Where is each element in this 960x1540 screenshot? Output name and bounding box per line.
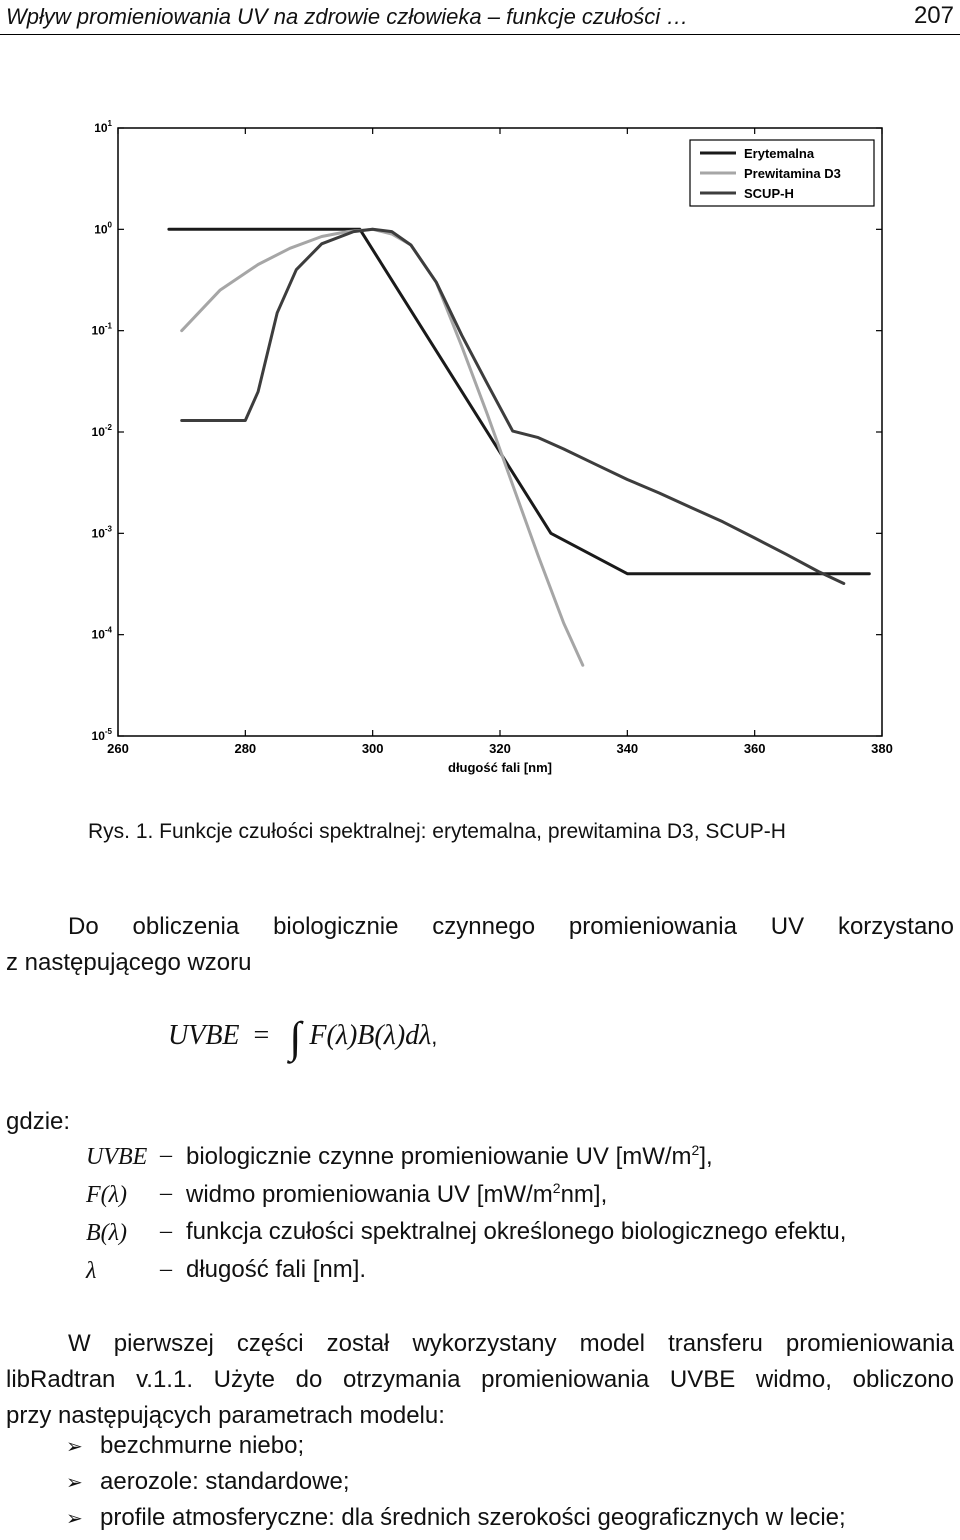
paragraph-intro xyxy=(6,909,954,981)
y-tick-label: $10^0$ xyxy=(94,220,112,237)
definition-dash: – xyxy=(160,1218,172,1244)
paragraph-model-line1: W pierwszej części został wykorzystany model transferu promieniowania xyxy=(68,1330,954,1357)
y-tick-label: $10^{-1}$ xyxy=(91,321,112,338)
definition-symbol: UVBE xyxy=(86,1144,148,1170)
x-axis-label: długość fali [nm] xyxy=(448,760,552,775)
running-header-title: Wpływ promieniowania UV na zdrowie człowieka – funkcje czułości … xyxy=(6,4,689,29)
definition-text: widmo promieniowania UV $[mW/m^2nm]$, xyxy=(186,1180,608,1208)
paragraph-intro-line2: z następującego wzoru xyxy=(6,949,252,976)
uvbe-formula xyxy=(168,1012,437,1063)
series-line-1 xyxy=(182,229,583,665)
y-tick-label: $10^1$ xyxy=(94,119,112,135)
definition-dash: – xyxy=(160,1180,172,1206)
formula-comma: , xyxy=(431,1024,438,1049)
arrow-bullet-icon: ➢ xyxy=(66,1508,83,1530)
y-tick-label: $10^{-4}$ xyxy=(91,625,112,642)
page-number: 207 xyxy=(913,2,954,29)
formula-lhs: UVBE xyxy=(168,1020,240,1051)
x-tick-label: 340 xyxy=(616,741,639,756)
formula-equals: = xyxy=(253,1020,270,1051)
spectral-sensitivity-chart xyxy=(0,100,960,790)
series-line-0 xyxy=(169,229,869,573)
definition-text: funkcja czułości spektralnej określonego biologicznego efektu, xyxy=(186,1218,847,1245)
definition-symbol: λ xyxy=(86,1258,97,1284)
paragraph-model xyxy=(6,1326,954,1434)
legend-label: Erytemalna xyxy=(744,146,815,161)
list-item: ➢ profile atmosferyczne: dla średnich szerokości geograficznych w lecie; xyxy=(66,1504,846,1531)
arrow-bullet-icon: ➢ xyxy=(66,1436,83,1458)
x-tick-label: 360 xyxy=(743,741,766,756)
plot-frame xyxy=(118,128,882,736)
formula-rhs: F(λ)B(λ)dλ xyxy=(309,1020,432,1051)
integral-sign: ∫ xyxy=(289,1013,302,1062)
y-tick-label: $10^{-3}$ xyxy=(91,524,112,541)
definition-text: długość fali [nm]. xyxy=(186,1256,367,1283)
definition-symbol: B(λ) xyxy=(86,1220,128,1246)
parameter-list xyxy=(66,1432,846,1540)
paragraph-model-line2: libRadtran v.1.1. Użyte do otrzymania promieniowania UVBE widmo, obliczono xyxy=(6,1366,954,1393)
x-tick-label: 380 xyxy=(871,741,893,756)
x-tick-label: 280 xyxy=(234,741,257,756)
x-tick-label: 320 xyxy=(489,741,511,756)
figure-caption: Rys. 1. Funkcje czułości spektralnej: erytemalna, prewitamina D3, SCUP-H xyxy=(88,820,786,843)
y-tick-label: $10^{-5}$ xyxy=(91,727,112,743)
definition-dash: – xyxy=(160,1142,172,1168)
arrow-bullet-icon: ➢ xyxy=(66,1472,83,1494)
where-label: gdzie: xyxy=(6,1108,71,1135)
paragraph-model-line3: przy następujących parametrach modelu: xyxy=(6,1402,445,1429)
list-item: ➢ aerozole: standardowe; xyxy=(66,1468,350,1495)
definition-dash: – xyxy=(160,1256,172,1282)
paragraph-intro-line1: Do obliczenia biologicznie czynnego promieniowania UV korzystano xyxy=(68,913,954,940)
x-tick-label: 260 xyxy=(107,741,129,756)
legend-label: SCUP-H xyxy=(744,186,794,201)
legend-label: Prewitamina D3 xyxy=(744,166,841,181)
running-header xyxy=(0,0,960,35)
series-line-2 xyxy=(182,229,844,583)
x-tick-label: 300 xyxy=(361,741,384,756)
definition-text: biologicznie czynne promieniowanie UV $[mW/m^2]$, xyxy=(186,1142,713,1170)
y-tick-label: $10^{-2}$ xyxy=(91,423,112,439)
definition-symbol: F(λ) xyxy=(86,1182,128,1208)
list-item: ➢ bezchmurne niebo; xyxy=(66,1432,305,1459)
